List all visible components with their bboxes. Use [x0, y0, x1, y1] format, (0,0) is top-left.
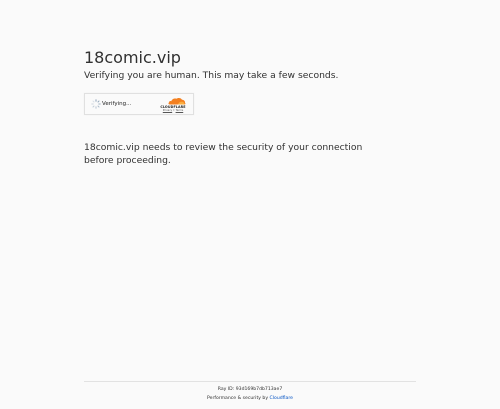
- ray-id: Ray ID: 93d169b7db713ae7: [217, 387, 283, 392]
- verifying-label: Verifying...: [102, 101, 132, 107]
- footer: [84, 381, 416, 403]
- terms-link[interactable]: Terms: [175, 109, 184, 112]
- link-separator: •: [173, 109, 176, 112]
- performance-prefix: Performance & security by: [207, 396, 270, 401]
- performance-credit: [84, 394, 416, 403]
- turnstile-widget[interactable]: [84, 93, 194, 115]
- privacy-link[interactable]: Privacy: [162, 109, 173, 112]
- cloudflare-wordmark: CLOUDFLARE: [160, 105, 186, 109]
- main-content: [84, 48, 416, 166]
- verification-subtitle: Verifying you are human. This may take a few seconds.: [84, 70, 339, 81]
- loading-spinner-icon: [91, 99, 101, 109]
- cloudflare-cloud-icon: [168, 97, 186, 105]
- cloudflare-link[interactable]: Cloudflare: [269, 396, 293, 401]
- widget-links: [158, 109, 188, 112]
- cloudflare-branding: [158, 97, 188, 113]
- site-title: 18comic.vip: [84, 48, 181, 67]
- security-review-message: 18comic.vip needs to review the security of your connection before proceeding.: [84, 142, 363, 166]
